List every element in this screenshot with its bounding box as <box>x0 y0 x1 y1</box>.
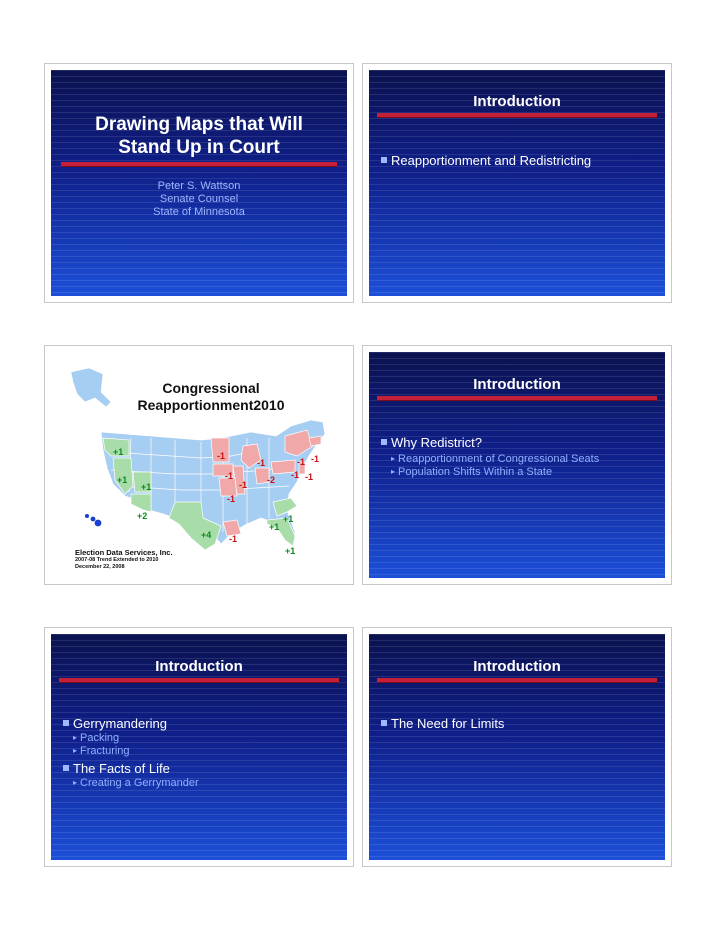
slide-6-frame[interactable] <box>362 627 672 867</box>
label-louisiana: -1 <box>229 534 238 544</box>
label-florida: +1 <box>285 546 296 556</box>
slide-1-title-line-2: Stand Up in Court <box>118 137 280 158</box>
bullet-square-icon <box>63 765 69 771</box>
title-underline <box>377 678 657 682</box>
bullet-text: Why Redistrict? <box>391 435 483 450</box>
us-reapportionment-map <box>51 352 347 578</box>
label-pennsylvania: -1 <box>291 470 300 480</box>
slide-1 <box>51 70 347 296</box>
map-credit-trend: 2007-08 Trend Extended to 2010 <box>75 557 159 563</box>
map-credit-source: Election Data Services, Inc. <box>75 548 173 557</box>
slide-1-title-line-1: Drawing Maps that Will <box>95 114 303 135</box>
slide-5-frame[interactable] <box>44 627 354 867</box>
arizona-shape <box>131 494 151 512</box>
massachusetts-shape <box>309 436 321 446</box>
title-underline <box>377 113 657 117</box>
sub-bullet-item <box>73 732 119 744</box>
label-iowa: -1 <box>225 471 234 481</box>
title-underline <box>61 162 337 166</box>
slide-6 <box>369 634 665 860</box>
title-underline <box>377 396 657 400</box>
label-nevada: +1 <box>117 475 128 485</box>
bullet-text: Gerrymandering <box>73 716 167 731</box>
slide-6-title: Introduction <box>473 658 561 675</box>
bullet-item <box>381 716 504 731</box>
label-illinois: -1 <box>239 480 248 490</box>
slide-1-frame[interactable] <box>44 63 354 303</box>
author-name: Peter S. Wattson <box>157 180 241 192</box>
sub-bullet-text: Fracturing <box>80 745 130 757</box>
label-new-jersey: -1 <box>305 472 314 482</box>
title-underline <box>59 678 339 682</box>
triangle-bullet-icon: ▸ <box>73 746 78 755</box>
bullet-item <box>63 716 167 731</box>
label-oregon: +1 <box>113 447 124 457</box>
slide-5 <box>51 634 347 860</box>
sub-bullet-text: Packing <box>80 732 120 744</box>
label-texas: +4 <box>201 530 212 540</box>
triangle-bullet-icon: ▸ <box>391 467 396 476</box>
alaska-shape <box>71 368 111 407</box>
label-ohio: -2 <box>267 475 276 485</box>
bullet-square-icon <box>381 720 387 726</box>
triangle-bullet-icon: ▸ <box>73 733 78 742</box>
label-arizona: +2 <box>137 511 148 521</box>
slide-5-title: Introduction <box>155 658 243 675</box>
slide-3-frame[interactable] <box>44 345 354 585</box>
sub-bullet-text: Reapportionment of Congressional Seats <box>398 453 600 465</box>
slide-3 <box>51 352 347 578</box>
label-utah: +1 <box>141 482 152 492</box>
label-new-york: -1 <box>297 457 306 467</box>
map-title-line-1: Congressional <box>162 380 260 396</box>
sub-bullet-item <box>391 453 599 465</box>
sub-bullet-item <box>73 745 130 757</box>
bullet-item <box>381 435 482 450</box>
bullet-item <box>381 153 591 168</box>
map-credit-date: December 22, 2008 <box>75 564 125 570</box>
hawaii-shape <box>85 514 101 526</box>
slide-2 <box>369 70 665 296</box>
bullet-square-icon <box>63 720 69 726</box>
label-michigan: -1 <box>257 458 266 468</box>
bullet-square-icon <box>381 157 387 163</box>
map-title-line-2: Reapportionment2010 <box>137 397 285 413</box>
slide-2-frame[interactable] <box>362 63 672 303</box>
label-massachusetts: -1 <box>311 454 320 464</box>
label-georgia: +1 <box>269 522 280 532</box>
author-position: Senate Counsel <box>159 193 239 205</box>
sub-bullet-text: Population Shifts Within a State <box>398 466 553 478</box>
bullet-text: The Facts of Life <box>73 761 170 776</box>
label-south-carolina: +1 <box>283 514 294 524</box>
slide-2-title: Introduction <box>473 93 561 110</box>
slide-4 <box>369 352 665 578</box>
slide-4-frame[interactable] <box>362 345 672 585</box>
bullet-text: Reapportionment and Redistricting <box>391 153 592 168</box>
sub-bullet-text: Creating a Gerrymander <box>80 777 199 789</box>
author-organization: State of Minnesota <box>153 206 245 218</box>
label-missouri: -1 <box>227 494 236 504</box>
triangle-bullet-icon: ▸ <box>73 778 78 787</box>
bullet-item <box>63 761 170 776</box>
sub-bullet-item <box>391 466 552 478</box>
bullet-text: The Need for Limits <box>391 716 505 731</box>
triangle-bullet-icon: ▸ <box>391 454 396 463</box>
sub-bullet-item <box>73 777 199 789</box>
bullet-square-icon <box>381 439 387 445</box>
label-minnesota: -1 <box>217 451 226 461</box>
slide-4-title: Introduction <box>473 376 561 393</box>
